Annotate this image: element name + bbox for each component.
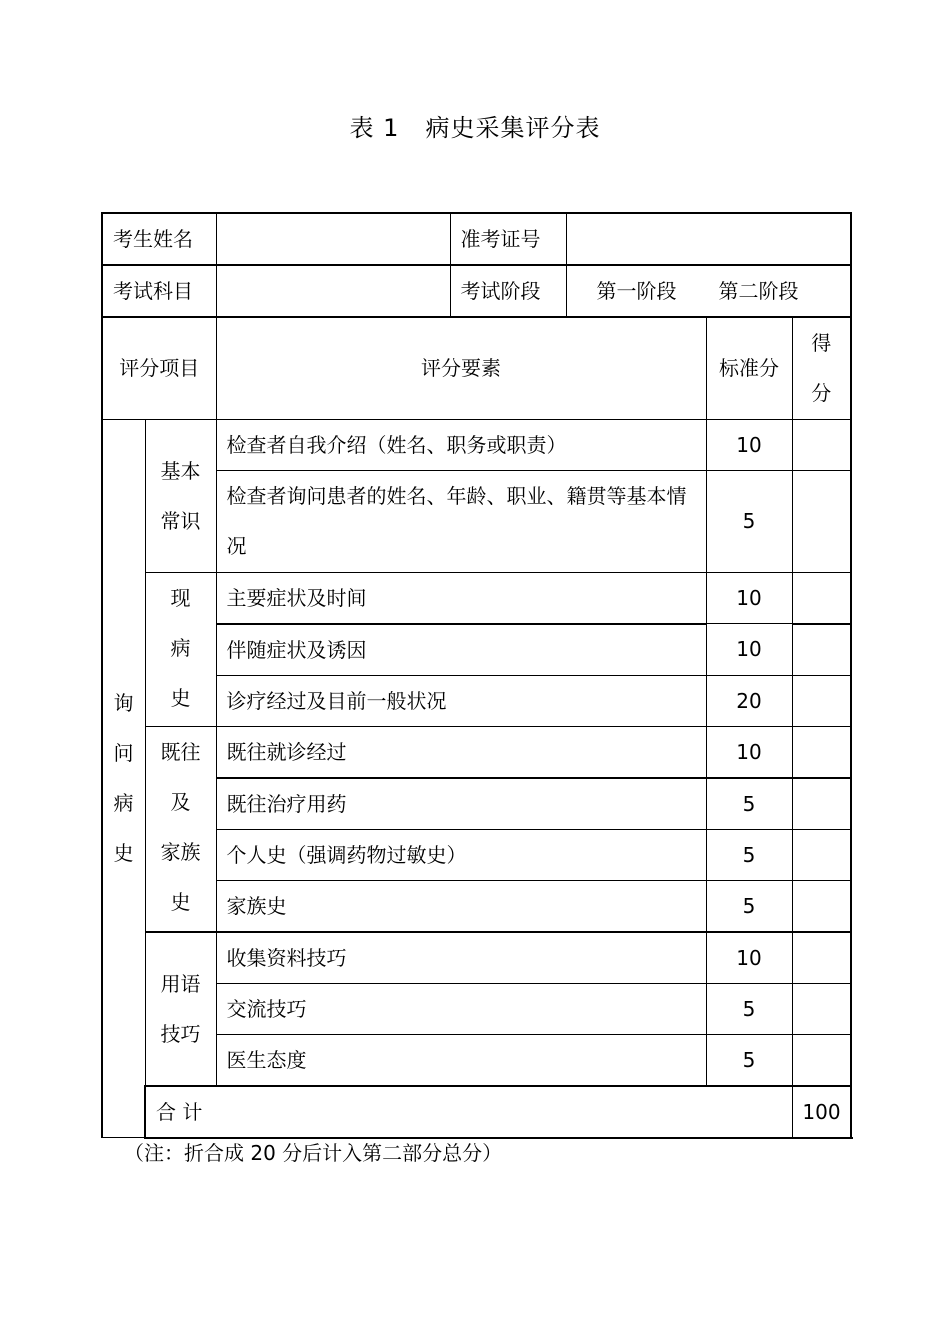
score-field[interactable] [792, 419, 851, 470]
score-field[interactable] [792, 829, 851, 880]
score-field[interactable] [792, 624, 851, 676]
score-field[interactable] [792, 572, 851, 624]
group-label-line: 史 [170, 685, 191, 710]
score-field[interactable] [792, 726, 851, 778]
criteria-cell: 伴随症状及诱因 [216, 624, 706, 676]
criteria-cell: 既往就诊经过 [216, 726, 706, 778]
col-score-bottom: 分 [811, 381, 832, 405]
group-label-line: 基本 [160, 458, 201, 483]
id-label: 准考证号 [450, 213, 566, 265]
group-label-language [145, 932, 216, 1086]
criteria-cell: 既往治疗用药 [216, 778, 706, 830]
column-header-row [102, 317, 851, 419]
col-criteria: 评分要素 [216, 317, 706, 419]
col-score [792, 317, 851, 419]
table-row [102, 726, 851, 778]
score-field[interactable] [792, 675, 851, 726]
standard-score: 10 [706, 932, 792, 984]
group-label-line: 家族 [160, 839, 201, 864]
criteria-cell: 家族史 [216, 880, 706, 932]
col-score-top: 得 [811, 331, 832, 355]
scoring-table [101, 212, 852, 1139]
score-field[interactable] [792, 1034, 851, 1086]
header-row-subject [102, 265, 851, 317]
stage-option-second[interactable]: 第二阶段 [718, 279, 799, 303]
subject-label: 考试科目 [102, 265, 216, 317]
table-row [102, 932, 851, 984]
criteria-cell: 医生态度 [216, 1034, 706, 1086]
header-row-name [102, 213, 851, 265]
footnote: （注：折合成 20 分后计入第二部分总分） [124, 1141, 503, 1165]
table-title: 病史采集评分表 [425, 114, 601, 142]
criteria-cell: 交流技巧 [216, 983, 706, 1034]
criteria-cell: 检查者自我介绍（姓名、职务或职责） [216, 419, 706, 470]
table-number: 表 1 [349, 114, 400, 142]
criteria-cell: 收集资料技巧 [216, 932, 706, 984]
name-label: 考生姓名 [102, 213, 216, 265]
group-label-line: 技巧 [160, 1021, 201, 1046]
standard-score: 5 [706, 778, 792, 830]
score-field[interactable] [792, 932, 851, 984]
standard-score: 10 [706, 572, 792, 624]
stage-option-first[interactable]: 第一阶段 [596, 279, 677, 303]
criteria-cell: 主要症状及时间 [216, 572, 706, 624]
col-item: 评分项目 [102, 317, 216, 419]
total-label: 合 计 [145, 1086, 792, 1138]
group-label-line: 用语 [160, 971, 201, 996]
category-char: 史 [113, 841, 134, 866]
category-char: 病 [113, 791, 134, 816]
score-field[interactable] [792, 470, 851, 572]
standard-score: 5 [706, 470, 792, 572]
group-label-line: 病 [170, 635, 191, 660]
total-standard: 100 [792, 1086, 851, 1138]
standard-score: 5 [706, 1034, 792, 1086]
criteria-cell: 检查者询问患者的姓名、年龄、职业、籍贯等基本情况 [216, 470, 706, 572]
name-field[interactable] [216, 213, 450, 265]
stage-options [566, 265, 851, 317]
id-field[interactable] [566, 213, 851, 265]
standard-score: 10 [706, 624, 792, 676]
category-cell [102, 419, 145, 1138]
criteria-cell: 诊疗经过及目前一般状况 [216, 675, 706, 726]
total-row [102, 1086, 851, 1138]
col-standard: 标准分 [706, 317, 792, 419]
stage-label: 考试阶段 [450, 265, 566, 317]
subject-field[interactable] [216, 265, 450, 317]
category-char: 问 [113, 741, 134, 766]
category-char: 询 [113, 691, 134, 716]
score-field[interactable] [792, 983, 851, 1034]
group-label-past-family [145, 726, 216, 932]
score-field[interactable] [792, 778, 851, 830]
score-field[interactable] [792, 880, 851, 932]
group-label-line: 史 [170, 889, 191, 914]
group-label-line: 及 [170, 789, 191, 814]
standard-score: 20 [706, 675, 792, 726]
group-label-line: 既往 [160, 739, 201, 764]
standard-score: 5 [706, 829, 792, 880]
criteria-cell: 个人史（强调药物过敏史） [216, 829, 706, 880]
group-label-line: 现 [170, 585, 191, 610]
standard-score: 5 [706, 880, 792, 932]
standard-score: 5 [706, 983, 792, 1034]
page-title [0, 108, 950, 143]
group-label-line: 常识 [160, 508, 201, 533]
group-label-basic [145, 419, 216, 572]
table-row [102, 419, 851, 470]
group-label-present [145, 572, 216, 726]
standard-score: 10 [706, 419, 792, 470]
table-row [102, 572, 851, 624]
standard-score: 10 [706, 726, 792, 778]
